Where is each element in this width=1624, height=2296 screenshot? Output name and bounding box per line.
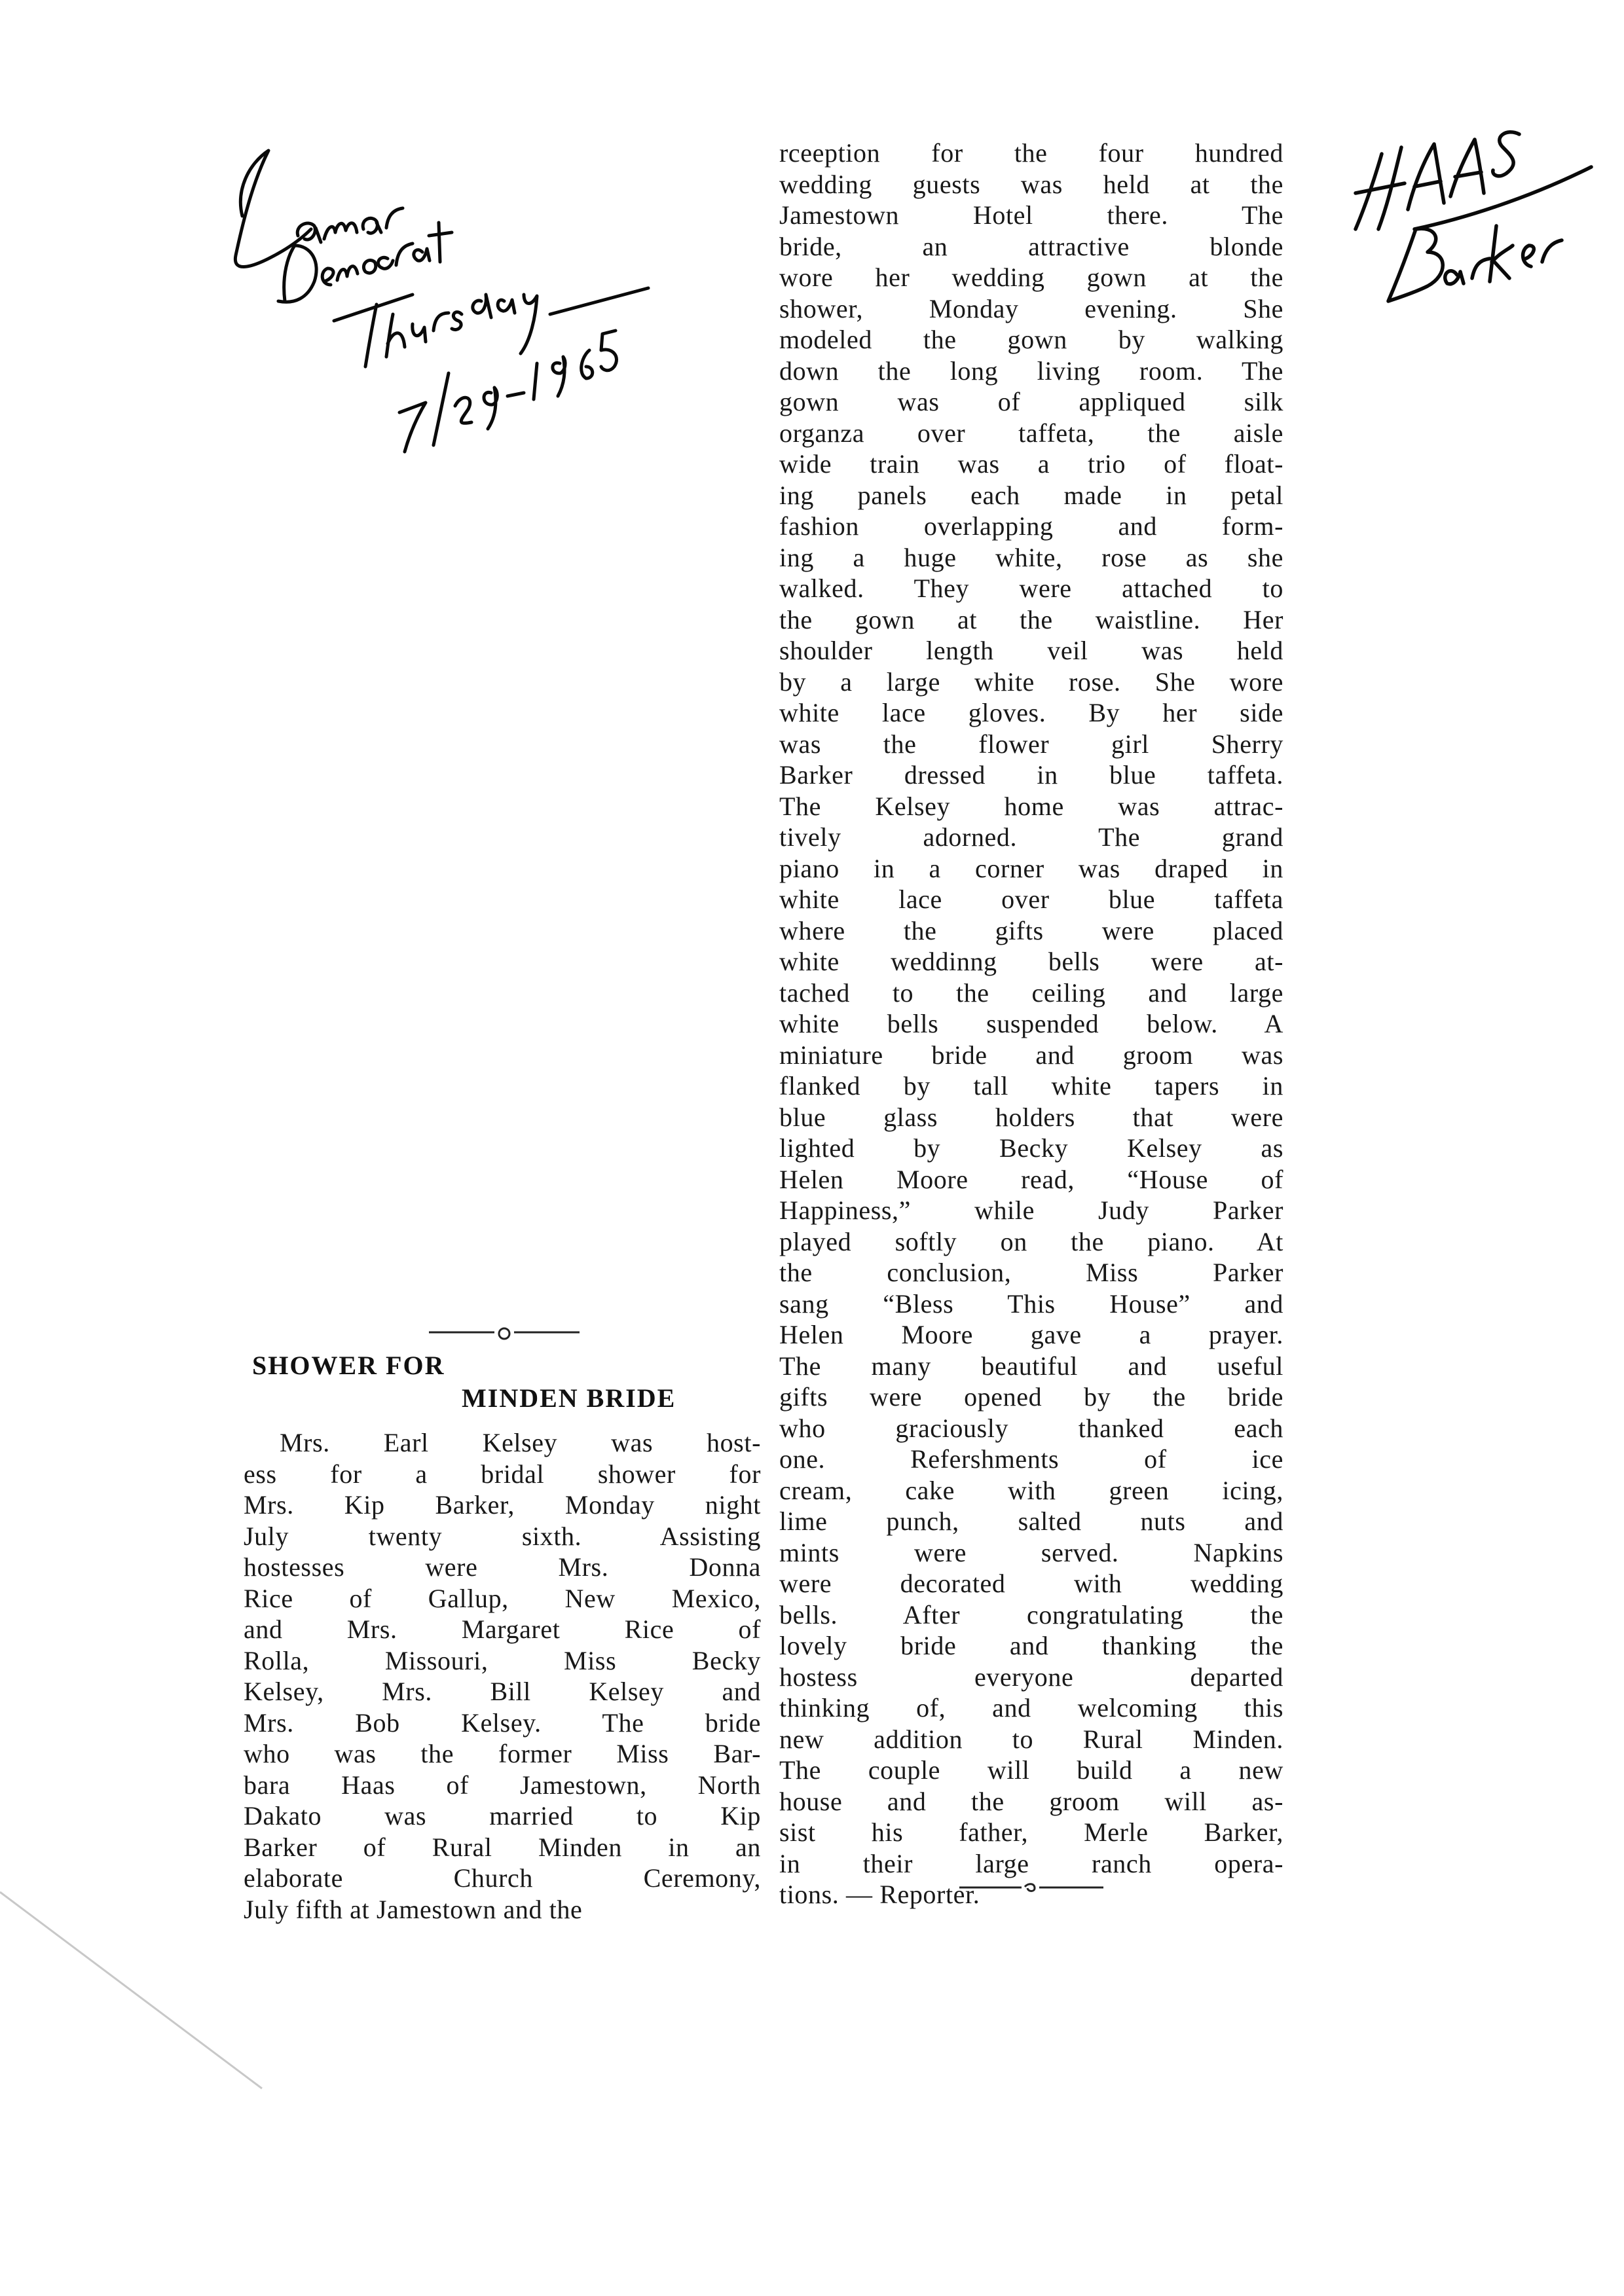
- right-column-line: The Kelsey home was attrac-: [779, 791, 1283, 821]
- ornament-rule-bottom: [959, 1878, 1103, 1897]
- scan-artifact-line: [0, 1886, 275, 2095]
- right-column-line: Helen Moore gave a prayer.: [779, 1320, 1283, 1349]
- left-column-line: Mrs. Kip Barker, Monday night: [244, 1490, 761, 1520]
- right-column-line: shoulder length veil was held: [779, 636, 1283, 665]
- right-column-line: white weddinng bells were at-: [779, 947, 1283, 976]
- headline-line-2: MINDEN BRIDE: [462, 1383, 676, 1413]
- right-column-line: flanked by tall white tapers in: [779, 1071, 1283, 1101]
- handwriting-haas-barker: [1329, 115, 1604, 337]
- right-column-line: in their large ranch opera-: [779, 1848, 1283, 1878]
- right-column-line: ing panels each made in petal: [779, 480, 1283, 510]
- left-column-line: Rolla, Missouri, Miss Becky: [244, 1645, 761, 1675]
- left-column-line: Dakato was married to Kip: [244, 1801, 761, 1831]
- right-column-line: Helen Moore read, “House of: [779, 1164, 1283, 1194]
- right-column-line: fashion overlapping and form-: [779, 511, 1283, 541]
- right-column-line: Jamestown Hotel there. The: [779, 200, 1283, 230]
- right-column-line: was the flower girl Sherry: [779, 729, 1283, 759]
- right-column-line: tached to the ceiling and large: [779, 977, 1283, 1008]
- right-column-line: blue glass holders that were: [779, 1102, 1283, 1132]
- right-column-line: thinking of, and welcoming this: [779, 1693, 1283, 1722]
- right-column-line: house and the groom will as-: [779, 1786, 1283, 1816]
- left-column-line: bara Haas of Jamestown, North: [244, 1770, 761, 1800]
- right-column-line: new addition to Rural Minden.: [779, 1724, 1283, 1754]
- right-column-line: played softly on the piano. At: [779, 1226, 1283, 1256]
- right-column-line: tions. — Reporter.: [779, 1880, 980, 1909]
- right-column-line: sist his father, Merle Barker,: [779, 1817, 1283, 1847]
- right-column-line: the conclusion, Miss Parker: [779, 1258, 1283, 1287]
- right-column-line: miniature bride and groom was: [779, 1040, 1283, 1070]
- right-column-line: who graciously thanked each: [779, 1413, 1283, 1443]
- right-column-line: wore her wedding gown at the: [779, 263, 1283, 292]
- right-column-line: sang “Bless This House” and: [779, 1288, 1283, 1319]
- right-column-line: white lace over blue taffeta: [779, 884, 1283, 914]
- article-right-column: [779, 137, 1283, 1910]
- right-column-line: lighted by Becky Kelsey as: [779, 1133, 1283, 1163]
- right-column-line: down the long living room. The: [779, 355, 1283, 386]
- right-column-line: Barker dressed in blue taffeta.: [779, 760, 1283, 790]
- left-column-line: ess for a bridal shower for: [244, 1459, 761, 1489]
- right-column-line: wedding guests was held at the: [779, 169, 1283, 199]
- left-column-line: July fifth at Jamestown and the: [244, 1894, 583, 1924]
- right-column-line: modeled the gown by walking: [779, 325, 1283, 354]
- left-column-line: Rice of Gallup, New Mexico,: [244, 1583, 761, 1613]
- right-column-line: tively adorned. The grand: [779, 822, 1283, 852]
- handwritten-note-publication: [196, 105, 655, 471]
- left-column-line: and Mrs. Margaret Rice of: [244, 1614, 761, 1644]
- right-column-line: cream, cake with green icing,: [779, 1475, 1283, 1505]
- right-column-line: organza over taffeta, the aisle: [779, 418, 1283, 448]
- ornament-rule-top: [429, 1322, 580, 1342]
- right-column-line: Happiness,” while Judy Parker: [779, 1195, 1283, 1225]
- right-column-line: where the gifts were placed: [779, 915, 1283, 945]
- right-column-line: walked. They were attached to: [779, 574, 1283, 603]
- right-column-line: by a large white rose. She wore: [779, 666, 1283, 697]
- right-column-line: mints were served. Napkins: [779, 1537, 1283, 1567]
- right-column-line: The couple will build a new: [779, 1755, 1283, 1785]
- right-column-line: lovely bride and thanking the: [779, 1631, 1283, 1660]
- right-column-line: gifts were opened by the bride: [779, 1382, 1283, 1412]
- handwriting-lamar-democrat-thursday-date: [196, 105, 655, 471]
- right-column-line: rceeption for the four hundred: [779, 138, 1283, 168]
- right-column-line: bride, an attractive blonde: [779, 231, 1283, 261]
- left-column-line: Kelsey, Mrs. Bill Kelsey and: [244, 1677, 761, 1706]
- left-column-line: July twenty sixth. Assisting: [244, 1521, 761, 1551]
- right-column-line: white lace gloves. By her side: [779, 698, 1283, 727]
- right-column-line: lime punch, salted nuts and: [779, 1506, 1283, 1536]
- right-column-line: were decorated with wedding: [779, 1569, 1283, 1598]
- right-column-line: one. Refershments of ice: [779, 1444, 1283, 1474]
- headline-line-1: SHOWER FOR: [252, 1351, 445, 1380]
- left-column-line: Mrs. Bob Kelsey. The bride: [244, 1707, 761, 1738]
- left-column-line: who was the former Miss Bar-: [244, 1739, 761, 1768]
- right-column-line: gown was of appliqued silk: [779, 387, 1283, 416]
- right-column-line: wide train was a trio of float-: [779, 449, 1283, 479]
- left-column-line: Barker of Rural Minden in an: [244, 1832, 761, 1862]
- right-column-line: piano in a corner was draped in: [779, 853, 1283, 883]
- left-column-line: elaborate Church Ceremony,: [244, 1863, 761, 1893]
- right-column-line: white bells suspended below. A: [779, 1009, 1283, 1038]
- right-column-line: ing a huge white, rose as she: [779, 542, 1283, 572]
- left-column-line: Mrs. Earl Kelsey was host-: [280, 1428, 761, 1457]
- right-column-line: hostess everyone departed: [779, 1662, 1283, 1692]
- article-left-column: [244, 1427, 761, 1925]
- right-column-line: bells. After congratulating the: [779, 1599, 1283, 1630]
- right-column-line: shower, Monday evening. She: [779, 293, 1283, 323]
- handwritten-note-names: [1329, 115, 1604, 337]
- right-column-line: the gown at the waistline. Her: [779, 604, 1283, 634]
- left-column-line: hostesses were Mrs. Donna: [244, 1552, 761, 1582]
- right-column-line: The many beautiful and useful: [779, 1351, 1283, 1381]
